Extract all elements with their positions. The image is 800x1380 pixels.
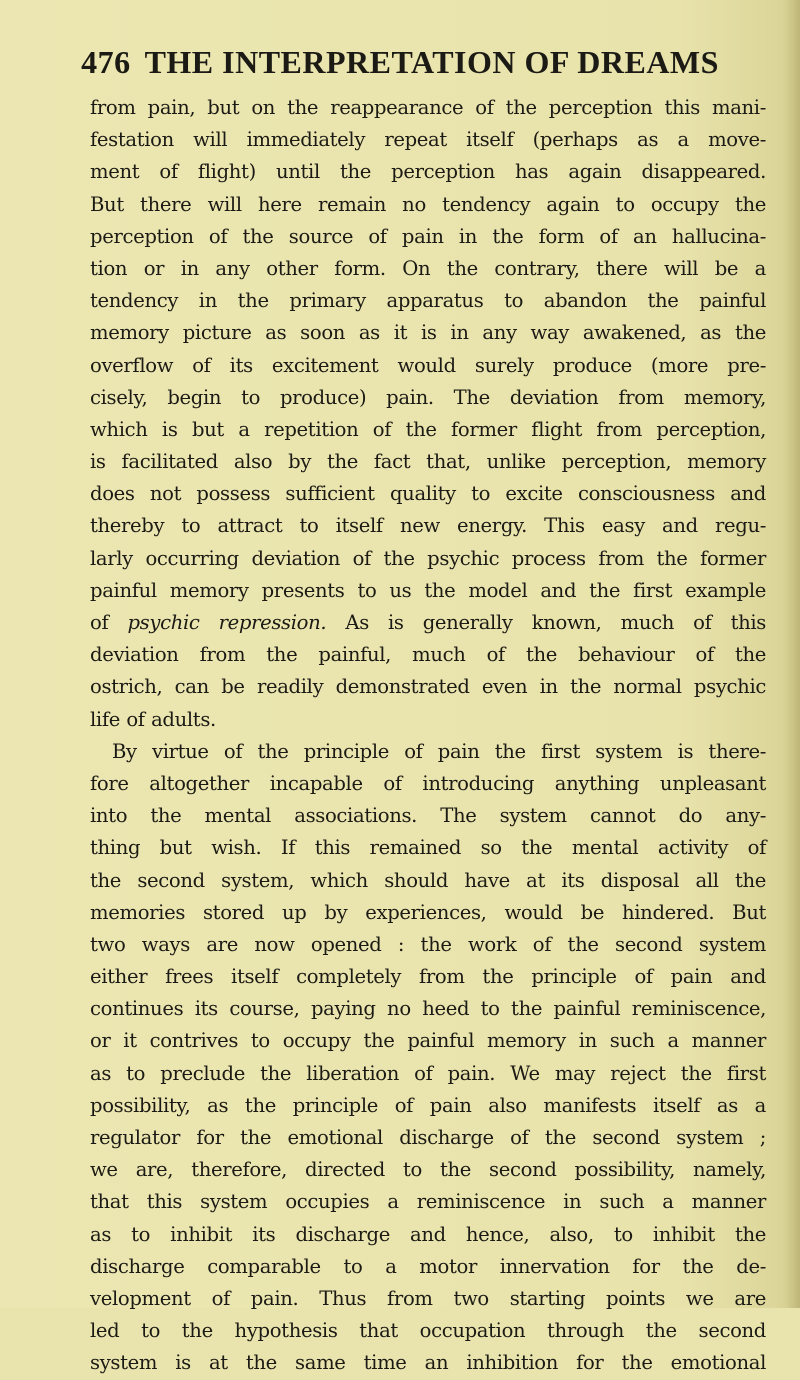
text-line: which is but a repetition of the former flight from perception, [90,417,766,441]
text-line: into the mental associations. The system cannot do any- [90,804,766,828]
text-line-with-emphasis [90,607,766,639]
text-line: larly occurring deviation of the psychic process from the former [90,546,766,570]
running-head [0,44,800,81]
text-line: we are, therefore, directed to the second possibility, namely, [90,1158,766,1182]
text-line: thing but wish. If this remained so the mental activity of [90,836,766,860]
text-line: or it contrives to occupy the painful memory in such a manner [90,1029,766,1053]
text-line: as to inhibit its discharge and hence, also, to inhibit the [90,1222,766,1246]
text-line: led to the hypothesis that occupation through the second [90,1319,766,1343]
page-number: 476 [81,44,131,80]
emphasized-term: psychic repression. [127,611,327,634]
text-line: deviation from the painful, much of the behaviour of the [90,643,766,667]
text-line: that this system occupies a reminiscence in such a manner [90,1190,766,1214]
text-line: velopment of pain. Thus from two starting points we are [90,1286,766,1310]
text-line: But there will here remain no tendency again to occupy the [90,192,766,216]
text-line: painful memory presents to us the model and the first example [90,578,766,602]
text-line: as to preclude the liberation of pain. We may reject the first [90,1061,766,1085]
text-line: does not possess sufficient quality to excite consciousness and [90,482,766,506]
text-line: tion or in any other form. On the contrary, there will be a [90,256,766,280]
text-line: ment of flight) until the perception has again disappeared. [90,160,766,184]
book-title: THE INTERPRETATION OF DREAMS [144,44,719,80]
text-fragment: As is generally known, much of this [326,611,767,634]
text-line: life of adults. [90,707,216,731]
text-line: By virtue of the principle of pain the first system is there- [112,739,766,763]
text-line: from pain, but on the reappearance of the perception this mani- [90,96,766,119]
text-line: thereby to attract to itself new energy. This easy and regu- [90,514,766,538]
page-edge-shadow [786,0,800,1308]
text-line: ostrich, can be readily demonstrated even in the normal psychic [90,675,766,699]
text-line: continues its course, paying no heed to the painful reminiscence, [90,997,766,1021]
text-fragment: of [90,611,128,634]
text-line: the second system, which should have at its disposal all the [90,868,766,892]
text-line: tendency in the primary apparatus to abandon the painful [90,289,766,313]
paragraph-2 [90,736,766,1380]
text-line: overflow of its excitement would surely produce (more pre- [90,353,766,377]
body-text [90,92,766,1380]
paragraph-1 [90,92,766,736]
text-line: discharge comparable to a motor innervation for the de- [90,1254,766,1278]
text-line: cisely, begin to produce) pain. The deviation from memory, [90,385,766,409]
text-line: either frees itself completely from the principle of pain and [90,965,766,989]
text-line: possibility, as the principle of pain also manifests itself as a [90,1093,766,1117]
text-line: festation will immediately repeat itself (perhaps as a move- [90,128,766,152]
text-line: memories stored up by experiences, would be hindered. But [90,900,766,924]
text-line: memory picture as soon as it is in any way awakened, as the [90,321,766,345]
text-line: fore altogether incapable of introducing anything unpleasant [90,771,766,795]
text-line: is facilitated also by the fact that, unlike perception, memory [90,450,766,474]
text-line: perception of the source of pain in the form of an hallucina- [90,224,766,248]
text-line: regulator for the emotional discharge of the second system ; [90,1126,766,1149]
text-line: two ways are now opened : the work of the second system [90,932,766,956]
text-line: system is at the same time an inhibition for the emotional [90,1351,766,1375]
